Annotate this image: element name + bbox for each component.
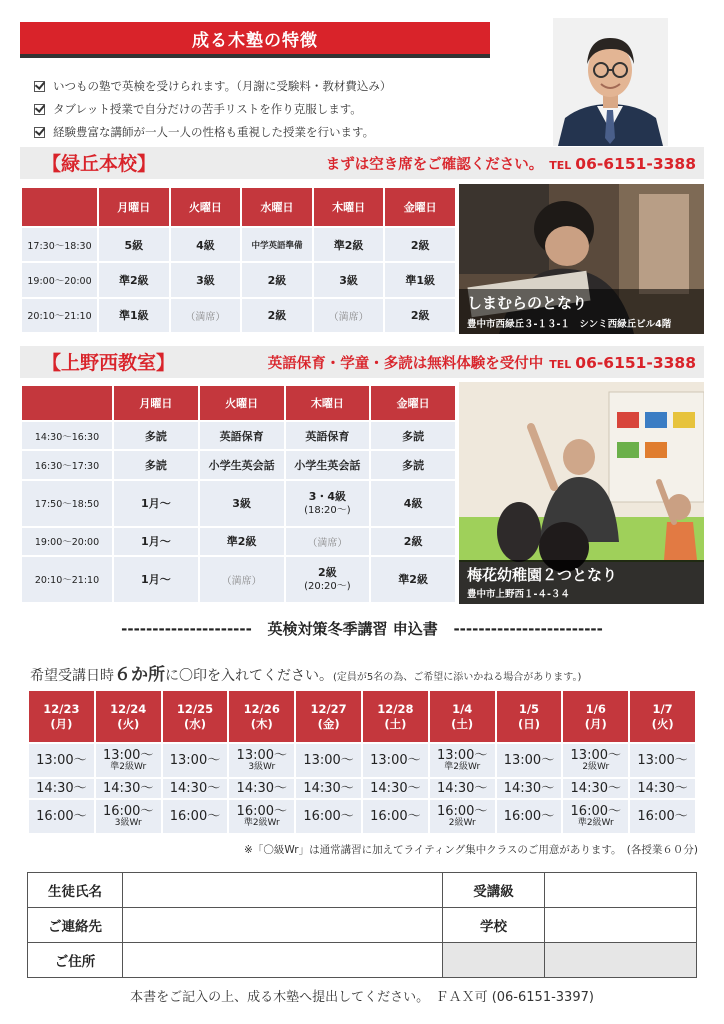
session-cell[interactable]: 13:00～ 2級Wr [562, 743, 629, 778]
time-cell: 20:10～21:10 [21, 298, 98, 333]
class-cell-full: （満席） [313, 298, 385, 333]
photo-address: 豊中市西緑丘３-１３-１ シンミ西緑丘ビル4階 [467, 319, 672, 330]
class-cell: 多読 [370, 421, 456, 450]
checkbox-icon [34, 104, 45, 115]
class-cell: 3級 [313, 262, 385, 297]
session-cell[interactable]: 14:30～ [429, 778, 496, 799]
session-cell[interactable]: 14:30～ [496, 778, 563, 799]
session-cell[interactable]: 14:30～ [629, 778, 696, 799]
contact-field[interactable] [123, 908, 443, 943]
teacher-portrait [553, 18, 668, 146]
school-name: 【上野西教室】 [42, 352, 176, 374]
feature-item: 経験豊富な講師が一人一人の性格も重視した授業を行います。 [34, 124, 374, 140]
session-cell[interactable]: 16:00～ [496, 799, 563, 834]
photo-caption: 梅花幼稚園２つとなり [467, 566, 618, 584]
school-field[interactable] [545, 908, 697, 943]
date-header: 12/26 (木) [228, 690, 295, 743]
application-form-title: --------------------- 英検対策冬季講習 申込書 ------------------------ [121, 620, 603, 638]
photo-caption: しまむらのとなり [467, 294, 588, 312]
section-title-bar [20, 22, 490, 54]
class-cell: 準1級 [98, 298, 170, 333]
day-header: 火曜日 [170, 187, 242, 227]
class-cell: 2級 (20:20～) [285, 556, 371, 603]
tel-label: TEL [549, 159, 572, 172]
table-row [28, 778, 696, 799]
date-header: 12/24 (火) [95, 690, 162, 743]
date-header: 1/6 (月) [562, 690, 629, 743]
day-header: 木曜日 [313, 187, 385, 227]
address-field[interactable] [123, 943, 443, 978]
date-header: 1/4 (土) [429, 690, 496, 743]
table-row [21, 450, 456, 479]
class-cell: 英語保育 [199, 421, 285, 450]
class-cell: 1月～ [113, 480, 199, 527]
time-cell: 14:30～16:30 [21, 421, 113, 450]
grade-field[interactable] [545, 873, 697, 908]
tel-number[interactable]: 06-6151-3388 [575, 354, 696, 372]
table-row [21, 262, 456, 297]
date-header: 1/5 (日) [496, 690, 563, 743]
corner-cell [21, 187, 98, 227]
feature-item: タブレット授業で自分だけの苦手リストを作り克服します。 [34, 101, 362, 117]
time-cell: 20:10～21:10 [21, 556, 113, 603]
class-cell: 5級 [98, 227, 170, 262]
class-cell-full: （満席） [199, 556, 285, 603]
session-cell[interactable]: 13:00～ [295, 743, 362, 778]
session-cell[interactable]: 14:30～ [162, 778, 229, 799]
school-tagline: まずは空き席をご確認ください。 TEL 06-6151-3388 [325, 155, 696, 173]
class-cell: 小学生英会話 [199, 450, 285, 479]
photo-uenonishi [459, 382, 704, 604]
class-cell: 1月～ [113, 556, 199, 603]
table-row [21, 227, 456, 262]
footer-instructions: 本書をご記入の上、成る木塾へ提出してください。 ＦＡＸ可 (06-6151-3397) [130, 990, 594, 1005]
date-header: 12/23 (月) [28, 690, 95, 743]
class-cell: 準2級 [313, 227, 385, 262]
class-cell: 3・4級 (18:20～) [285, 480, 371, 527]
class-cell: 3級 [170, 262, 242, 297]
class-cell: 4級 [370, 480, 456, 527]
title-underline [20, 54, 490, 58]
date-header: 12/27 (金) [295, 690, 362, 743]
class-cell-full: （満席） [170, 298, 242, 333]
instructions: 希望受講日時６か所に〇印を入れてください。(定員が5名の為、ご希望に添いかねる場合があります。) [30, 665, 582, 685]
day-header: 水曜日 [241, 187, 313, 227]
photo-midorigaoka [459, 184, 704, 334]
table-row [21, 480, 456, 527]
student-name-label: 生徒氏名 [28, 873, 123, 908]
checkbox-icon [34, 127, 45, 138]
class-cell: 準2級 [199, 527, 285, 556]
tel-label: TEL [549, 358, 572, 371]
session-cell[interactable]: 14:30～ [562, 778, 629, 799]
table-row [21, 421, 456, 450]
session-cell[interactable]: 14:30～ [28, 778, 95, 799]
date-header: 1/7 (火) [629, 690, 696, 743]
class-cell: 4級 [170, 227, 242, 262]
address-label: ご住所 [28, 943, 123, 978]
session-cell[interactable]: 16:00～ [162, 799, 229, 834]
day-header: 金曜日 [384, 187, 456, 227]
tel-number[interactable]: 06-6151-3388 [575, 155, 696, 173]
class-cell: 多読 [370, 450, 456, 479]
date-header: 12/25 (水) [162, 690, 229, 743]
time-cell: 19:00～20:00 [21, 527, 113, 556]
grade-label: 受講級 [443, 873, 545, 908]
time-cell: 19:00～20:00 [21, 262, 98, 297]
class-cell: 多読 [113, 421, 199, 450]
session-cell[interactable]: 14:30～ [228, 778, 295, 799]
session-cell[interactable]: 16:00～ 3級Wr [95, 799, 162, 834]
class-cell-full: （満席） [285, 527, 371, 556]
section-title: 成る木塾の特徴 [192, 30, 318, 51]
time-cell: 17:30～18:30 [21, 227, 98, 262]
session-cell[interactable]: 13:00～ 準2級Wr [429, 743, 496, 778]
class-cell: 2級 [384, 298, 456, 333]
session-cell[interactable]: 13:00～ [362, 743, 429, 778]
class-cell: 1月～ [113, 527, 199, 556]
session-cell[interactable]: 16:00～ 準2級Wr [562, 799, 629, 834]
day-header: 月曜日 [113, 385, 199, 421]
checkbox-icon [34, 81, 45, 92]
writing-class-note: ※「〇級Wr」は通常講習に加えてライティング集中クラスのご用意があります。 (各授業６０分) [244, 844, 698, 856]
class-cell: 準2級 [370, 556, 456, 603]
session-cell[interactable]: 14:30～ [95, 778, 162, 799]
table-row [28, 799, 696, 834]
class-cell: 英語保育 [285, 421, 371, 450]
class-cell: 3級 [199, 480, 285, 527]
session-cell[interactable]: 13:00～ [28, 743, 95, 778]
session-cell[interactable]: 16:00～ [629, 799, 696, 834]
time-cell: 16:30～17:30 [21, 450, 113, 479]
class-cell: 中学英語準備 [241, 227, 313, 262]
school-tagline: 英語保育・学童・多読は無料体験を受付中 TEL 06-6151-3388 [267, 354, 696, 372]
student-name-field[interactable] [123, 873, 443, 908]
time-cell: 17:50～18:50 [21, 480, 113, 527]
session-cell[interactable]: 13:00～ 準2級Wr [95, 743, 162, 778]
schedule-table-midorigaoka [20, 186, 457, 334]
session-cell[interactable]: 14:30～ [295, 778, 362, 799]
class-cell: 準1級 [384, 262, 456, 297]
table-row [21, 556, 456, 603]
school-banner-midorigaoka [20, 147, 704, 179]
class-cell: 小学生英会話 [285, 450, 371, 479]
session-cell[interactable]: 13:00～ [496, 743, 563, 778]
class-cell: 多読 [113, 450, 199, 479]
date-header: 12/28 (土) [362, 690, 429, 743]
session-cell[interactable]: 14:30～ [362, 778, 429, 799]
class-cell: 2級 [241, 262, 313, 297]
table-row [28, 743, 696, 778]
schedule-table-uenonishi [20, 384, 457, 604]
class-cell: 2級 [370, 527, 456, 556]
day-header: 木曜日 [285, 385, 371, 421]
session-cell[interactable]: 13:00～ 3級Wr [228, 743, 295, 778]
photo-address: 豊中市上野西１-４-３４ [467, 589, 570, 600]
day-header: 月曜日 [98, 187, 170, 227]
session-cell[interactable]: 16:00～ [295, 799, 362, 834]
blank-cell [443, 943, 545, 978]
session-cell[interactable]: 16:00～ 準2級Wr [228, 799, 295, 834]
blank-cell [545, 943, 697, 978]
contact-label: ご連絡先 [28, 908, 123, 943]
session-cell[interactable]: 16:00～ [28, 799, 95, 834]
table-row [21, 527, 456, 556]
class-cell: 2級 [241, 298, 313, 333]
session-cell[interactable]: 13:00～ [162, 743, 229, 778]
winter-schedule-table [27, 689, 697, 835]
day-header: 火曜日 [199, 385, 285, 421]
feature-item: いつもの塾で英検を受けられます。（月謝に受験料・教材費込み） [34, 78, 391, 94]
class-cell: 2級 [384, 227, 456, 262]
table-row [21, 298, 456, 333]
day-header: 金曜日 [370, 385, 456, 421]
corner-cell [21, 385, 113, 421]
school-label: 学校 [443, 908, 545, 943]
session-cell[interactable]: 16:00～ [362, 799, 429, 834]
school-name: 【緑丘本校】 [42, 153, 157, 175]
session-cell[interactable]: 16:00～ 2級Wr [429, 799, 496, 834]
class-cell: 準2級 [98, 262, 170, 297]
application-form [27, 872, 697, 978]
session-cell[interactable]: 13:00～ [629, 743, 696, 778]
school-banner-uenonishi [20, 346, 704, 378]
